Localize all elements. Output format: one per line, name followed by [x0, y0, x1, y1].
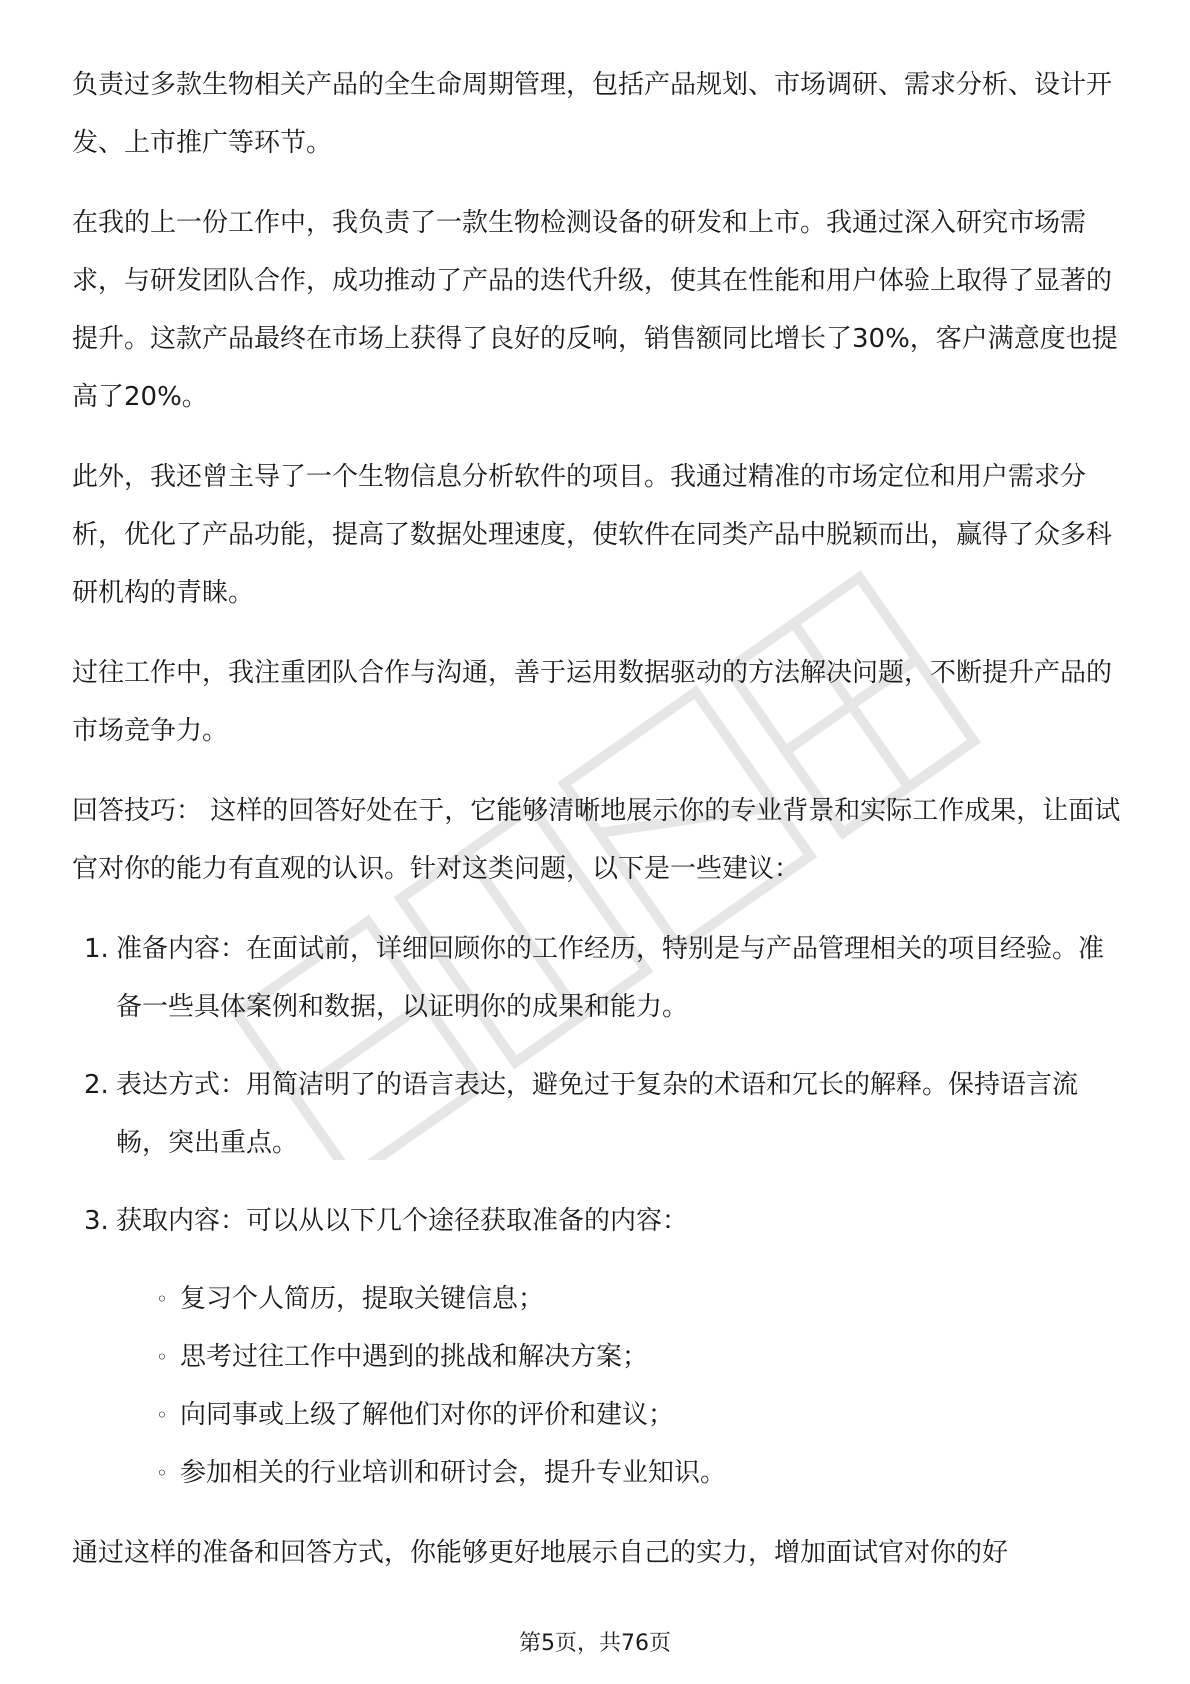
list-item: [156, 1444, 1122, 1502]
list-item: [72, 1056, 1122, 1172]
list-item-text: 复习个人简历，提取关键信息；: [180, 1284, 545, 1314]
bullet-icon: ◦: [156, 1345, 168, 1369]
paragraph: 此外，我还曾主导了一个生物信息分析软件的项目。我通过精准的市场定位和用户需求分析，优化了产品功能，提高了数据处理速度，使软件在同类产品中脱颖而出，赢得了众多科研机构的青睐。: [72, 462, 1113, 608]
list-item: [72, 1192, 1122, 1250]
list-item-text: 思考过往工作中遇到的挑战和解决方案；: [180, 1342, 649, 1372]
list-item: [156, 1328, 1122, 1386]
list-item-text: 表达方式：用简洁明了的语言表达，避免过于复杂的术语和冗长的解释。保持语言流畅，突出重点。: [116, 1070, 1079, 1158]
bullet-icon: ◦: [156, 1287, 168, 1311]
tips-list: [72, 920, 1122, 1250]
list-item-text: 获取内容：可以从以下几个途径获取准备的内容：: [116, 1206, 689, 1236]
list-item: [72, 920, 1122, 1036]
paragraph: 过往工作中，我注重团队合作与沟通，善于运用数据驱动的方法解决问题，不断提升产品的市场竞争力。: [72, 658, 1113, 746]
paragraph: 在我的上一份工作中，我负责了一款生物检测设备的研发和上市。我通过深入研究市场需求，与研发团队合作，成功推动了产品的迭代升级，使其在性能和用户体验上取得了显著的提升。这款产品最终在市场上获得了良好的反响，销售额同比增长了30%，客户满意度也提高了20%。: [72, 208, 1118, 412]
closing-paragraph: 通过这样的准备和回答方式，你能够更好地展示自己的实力，增加面试官对你的好: [72, 1538, 1009, 1568]
list-item-text: 准备内容：在面试前，详细回顾你的工作经历，特别是与产品管理相关的项目经验。准备一些具体案例和数据，以证明你的成果和能力。: [116, 934, 1105, 1022]
bullet-icon: ◦: [156, 1461, 168, 1485]
answer-tips-intro: 回答技巧： 这样的回答好处在于，它能够清晰地展示你的专业背景和实际工作成果，让面试官对你的能力有直观的认识。针对这类问题，以下是一些建议：: [72, 796, 1121, 884]
document-body: [72, 56, 1122, 1604]
paragraph: 负责过多款生物相关产品的全生命周期管理，包括产品规划、市场调研、需求分析、设计开发、上市推广等环节。: [72, 70, 1113, 158]
list-item: [156, 1270, 1122, 1328]
page-number: 第5页，共76页: [519, 1631, 671, 1656]
list-item-text: 参加相关的行业培训和研讨会，提升专业知识。: [180, 1458, 727, 1488]
list-number: 2.: [84, 1070, 109, 1100]
list-number: 3.: [84, 1206, 109, 1236]
list-item: [156, 1386, 1122, 1444]
list-item-text: 向同事或上级了解他们对你的评价和建议；: [180, 1400, 675, 1430]
list-number: 1.: [84, 934, 109, 964]
bullet-icon: ◦: [156, 1403, 168, 1427]
sources-list: [72, 1270, 1122, 1502]
